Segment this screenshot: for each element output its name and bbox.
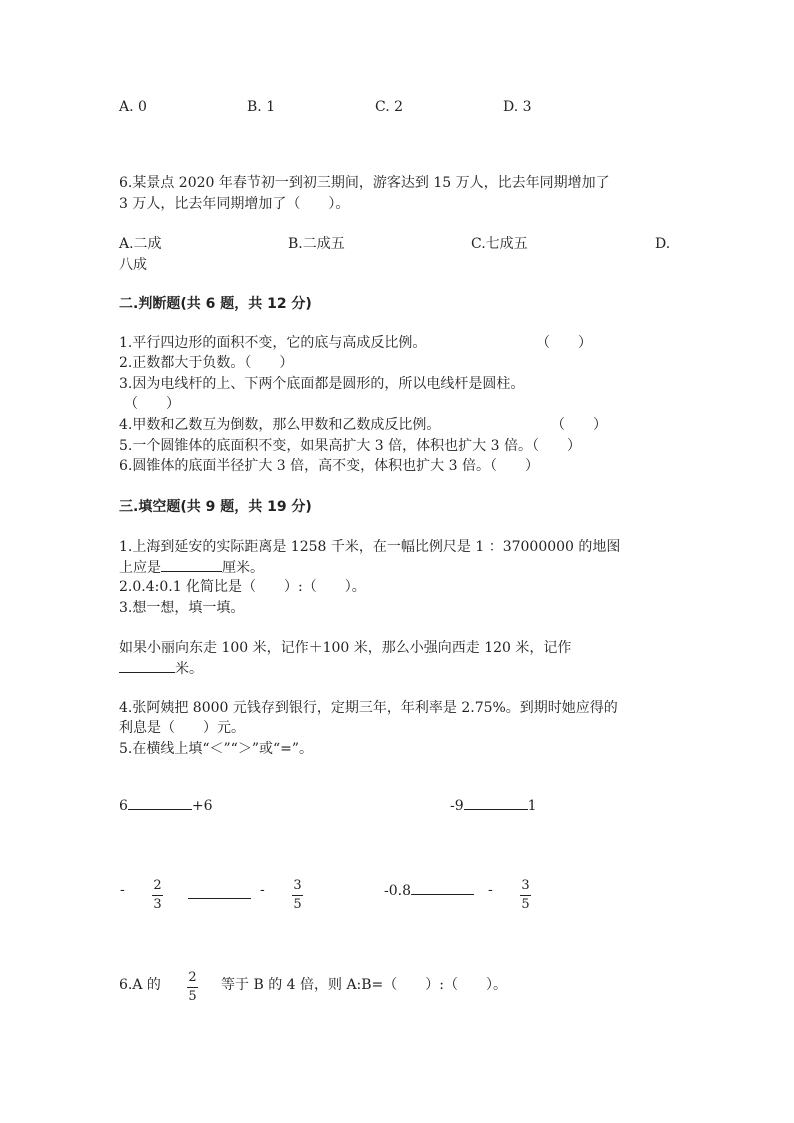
- judge-item-3-paren: （ ）: [124, 396, 180, 412]
- q6-line2: 3 万人，比去年同期增加了（ ）。: [119, 196, 350, 212]
- fraction-numerator: 2: [153, 878, 162, 893]
- compare-4: [384, 880, 474, 901]
- q6-option-d: D.: [655, 236, 671, 252]
- fill-q3-blank[interactable]: [119, 658, 175, 673]
- fraction-two-fifths: [187, 970, 198, 1005]
- q6-option-d-continued: 八成: [119, 257, 147, 273]
- judge-item-1: 1.平行四边形的面积不变，它的底与高成反比例。: [119, 335, 427, 351]
- fraction-bar: [152, 895, 163, 896]
- compare-3-blank[interactable]: [188, 884, 251, 899]
- fraction-denominator: 3: [153, 897, 162, 912]
- fill-q6-pre: 6.A 的: [119, 977, 161, 993]
- fill-q2: 2.0.4:0.1 化简比是（ ）:（ ）。: [119, 579, 366, 595]
- fill-q1-line2: [119, 557, 264, 578]
- compare-1-right: +6: [191, 798, 213, 814]
- fraction-numerator: 3: [293, 878, 302, 893]
- q5-option-b: B. 1: [247, 99, 276, 115]
- fraction-three-fifths: [292, 878, 303, 913]
- q5-option-c: C. 2: [375, 99, 404, 115]
- q6-option-a: A.二成: [119, 236, 162, 252]
- fill-q3: 3.想一想，填一填。: [119, 600, 245, 616]
- fill-q3-post: 米。: [175, 661, 203, 677]
- judge-item-5: 5.一个圆锥体的底面积不变，如果高扩大 3 倍，体积也扩大 3 倍。（ ）: [119, 438, 581, 454]
- judge-item-6: 6.圆锥体的底面半径扩大 3 倍，高不变，体积也扩大 3 倍。（ ）: [119, 458, 539, 474]
- fraction-numerator: 3: [521, 878, 530, 893]
- compare-3-minus-right: -: [260, 882, 265, 898]
- fraction-numerator: 2: [188, 970, 197, 985]
- fill-q4-line2: 利息是（ ）元。: [119, 720, 245, 736]
- compare-1: [119, 795, 213, 816]
- fill-q3-body1: 如果小丽向东走 100 米，记作＋100 米，那么小强向西走 120 米，记作: [119, 640, 572, 656]
- compare-4-minus: -: [488, 882, 493, 898]
- fraction-denominator: 5: [521, 897, 530, 912]
- compare-3-minus-left: -: [120, 882, 125, 898]
- fraction-bar: [292, 895, 303, 896]
- fill-q3-body2: [119, 658, 203, 679]
- fraction-bar: [520, 895, 531, 896]
- compare-2-right: 1: [527, 798, 537, 814]
- judge-item-1-paren: （ ）: [536, 335, 592, 351]
- fraction-denominator: 5: [188, 989, 197, 1004]
- q5-option-a: A. 0: [119, 99, 147, 115]
- q6-option-c: C.七成五: [471, 236, 528, 252]
- compare-2: [450, 795, 537, 816]
- fill-q5: 5.在横线上填“＜”“＞”或“=”。: [119, 741, 314, 757]
- compare-2-blank[interactable]: [464, 795, 528, 810]
- fill-q1-line1: 1.上海到延安的实际距离是 1258 千米，在一幅比例尺是 1 ：37000000 的地图: [119, 539, 621, 555]
- fill-q1-post: 厘米。: [222, 560, 264, 576]
- judge-item-4: 4.甲数和乙数互为倒数，那么甲数和乙数成反比例。: [119, 417, 441, 433]
- section3-title: 三.填空题(共 9 题，共 19 分): [119, 499, 312, 515]
- fill-q6-post: 等于 B 的 4 倍，则 A:B=（ ）:（ ）。: [221, 977, 508, 993]
- q6-option-b: B.二成五: [288, 236, 345, 252]
- compare-1-blank[interactable]: [128, 795, 192, 810]
- compare-4-left: -0.8: [384, 883, 411, 899]
- fraction-denominator: 5: [293, 897, 302, 912]
- judge-item-3: 3.因为电线杆的上、下两个底面都是圆形的，所以电线杆是圆柱。: [119, 376, 525, 392]
- judge-item-4-paren: （ ）: [551, 417, 607, 433]
- compare-1-left: 6: [119, 798, 128, 814]
- fraction-bar: [187, 987, 198, 988]
- q5-option-d: D. 3: [503, 99, 532, 115]
- compare-2-left: -9: [450, 798, 464, 814]
- fraction-two-thirds: [152, 878, 163, 913]
- judge-item-2: 2.正数都大于负数。（ ）: [119, 355, 294, 371]
- fill-q1-blank[interactable]: [161, 557, 222, 572]
- fill-q1-pre: 上应是: [119, 560, 161, 576]
- compare-4-blank[interactable]: [411, 880, 474, 895]
- section2-title: 二.判断题(共 6 题，共 12 分): [119, 296, 312, 312]
- fill-q4-line1: 4.张阿姨把 8000 元钱存到银行，定期三年，年利率是 2.75%。到期时她应得的: [119, 700, 618, 716]
- q6-line1: 6.某景点 2020 年春节初一到初三期间，游客达到 15 万人，比去年同期增加了: [119, 175, 610, 191]
- fraction-three-fifths-2: [520, 878, 531, 913]
